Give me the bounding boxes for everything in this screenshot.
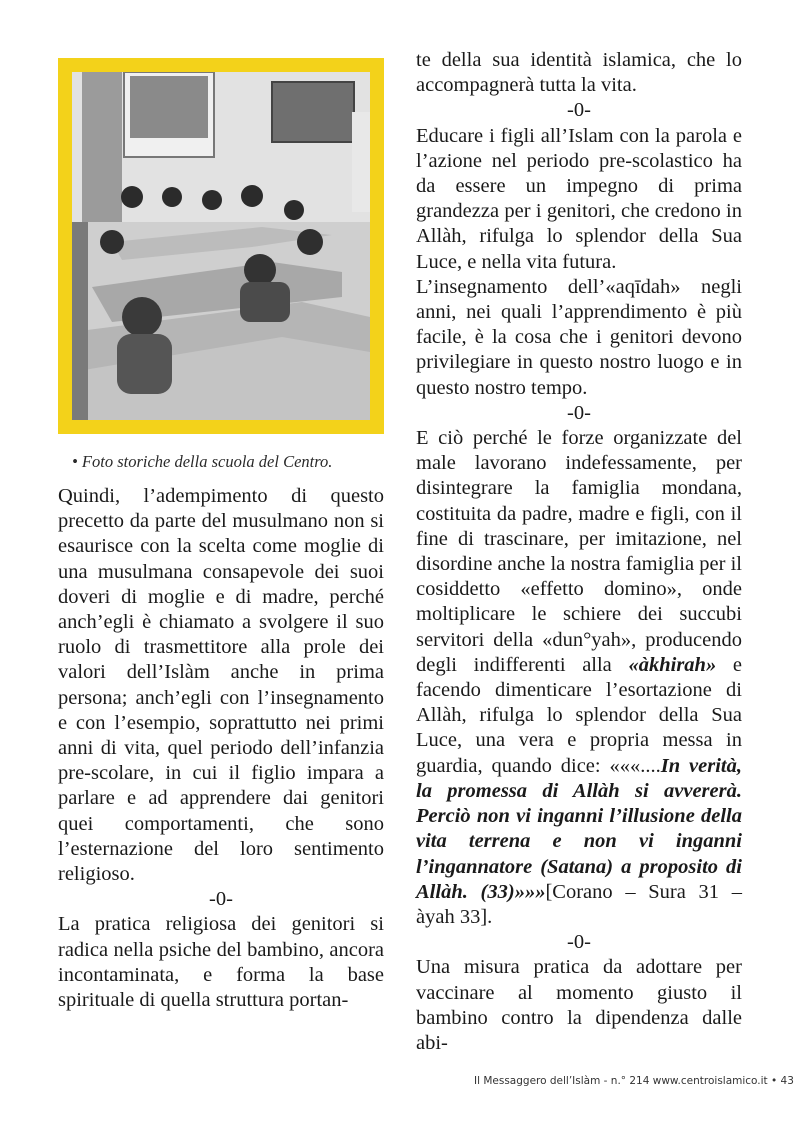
section-separator: -0- (209, 888, 233, 911)
paragraph: Quindi, l’adempimento di questo precetto da parte del musulmano non si esaurisce con la scelta come moglie di una musulmana consapevole dei suoi doveri di moglie e di madre, perché anch’egli è chiamato a svolgere il suo ruolo di trasmettitore alla prole dei valori dell’Islàm anche in prima persona; anch’egli con l’insegnamento e con l’esempio, soprattutto nei primi anni di vita, quel periodo dell’infanzia pre-scolare, in cui il figlio impara a parlare e ad apprendere dai genitori quei comportamenti, che sono l’esternazione del loro sentimento religioso. (58, 485, 384, 886)
paragraph: La pratica religiosa dei genitori si radica nella psiche del bambino, ancora incontaminata, e forma la base spirituale di quella struttura portan- (58, 913, 384, 1012)
quran-reference: [Corano – Sura 31 – àyah 33]. (416, 880, 742, 928)
paragraph: Educare i figli all’Islam con la parola e l’azione nel periodo pre-scolastico ha da essere un impegno di prima grandezza per i genitori, che credono in Allàh, rifulga lo splendor della Sua Luce, e nella vita futura. (416, 124, 742, 273)
page-footer: Il Messaggero dell’Islàm - n.° 214 www.centroislamico.it • 43 (474, 1075, 794, 1087)
left-column (58, 484, 384, 1013)
classroom-photo-illustration (72, 72, 370, 420)
section-separator: -0- (567, 931, 591, 954)
section-separator: -0- (567, 99, 591, 122)
paragraph-text: E ciò perché le forze organizzate del male lavorano indefessamente, per disintegrare la famiglia mondana, costituita da padre, madre e figli, con il fine di trascinare, per imitazione, nel disordine anche la nostra famiglia per il cosiddetto «effetto domino», onde moltiplicare le schiere dei succubi servitori della «dun°yah», producendo degli indifferenti alla (416, 427, 742, 676)
photo-caption: • Foto storiche della scuola del Centro. (72, 452, 333, 471)
paragraph: Una misura pratica da adottare per vaccinare al momento giusto il bambino contro la dipendenza dalle abi- (416, 956, 742, 1054)
quran-quote: In verità, la promessa di Allàh si avvererà. Perciò non vi inganni l’illusione della vita terrena e non vi inganni l’ingannatore (Satana) a proposito di Allàh. (33)»»» (416, 754, 742, 903)
akhirah-term: «àkhirah» (628, 653, 717, 676)
classroom-photo (72, 72, 370, 420)
paragraph (416, 426, 742, 930)
paragraph: te della sua identità islamica, che lo accompagnerà tutta la vita. (416, 49, 742, 97)
section-separator: -0- (567, 401, 591, 424)
right-column (416, 48, 742, 1056)
photo-frame (58, 58, 384, 434)
paragraph-text: e facendo dimenticare l’esortazione di Allàh, rifulga lo splendor della Sua Luce, una vera e propria messa in guardia, quando dice: «««.... (416, 653, 743, 777)
paragraph: L’insegnamento dell’«aqīdah» negli anni, nei quali l’apprendimento è più facile, è la cosa che i genitori devono privilegiare in questo nostro luogo e in questo nostro tempo. (416, 275, 742, 399)
